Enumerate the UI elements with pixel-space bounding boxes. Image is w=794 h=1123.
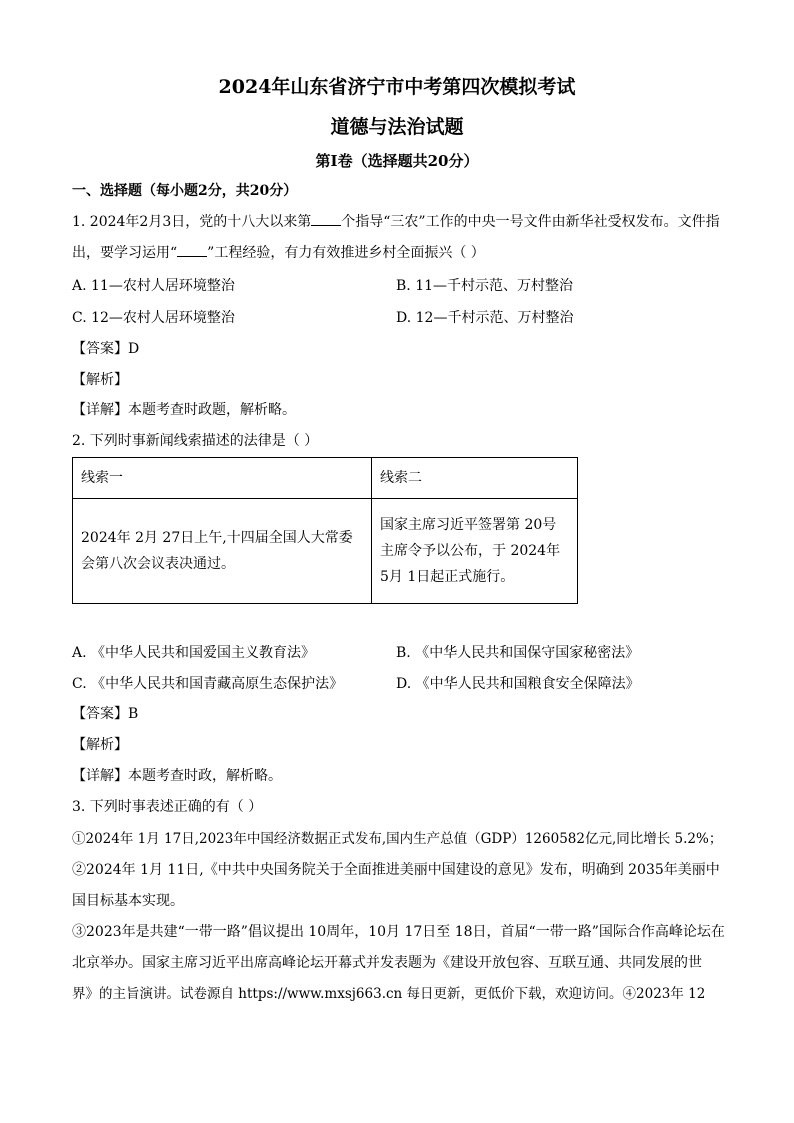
q3-statement-3-line3: 界》的主旨演讲。试卷源自 https://www.mxsj663.cn 每日更新，更低价下载，欢迎访问。④2023年 12 bbox=[72, 986, 706, 1002]
part-title: 第I卷（选择题共20分） bbox=[315, 152, 479, 170]
q2-detail: 【详解】本题考查时政，解析略。 bbox=[72, 768, 282, 784]
q3-statement-3-line2: 北京举办。国家主席习近平出席高峰论坛开幕式并发表题为《建设开放包容、互联互通、共同发展的世 bbox=[72, 955, 702, 971]
exam-title: 2024年山东省济宁市中考第四次模拟考试 bbox=[218, 76, 576, 98]
q3-stem: 3. 下列时事表述正确的有（ ） bbox=[72, 799, 263, 815]
section-heading: 一、选择题（每小题2分，共20分） bbox=[72, 183, 298, 199]
q2-option-a: A. 《中华人民共和国爱国主义教育法》 bbox=[72, 645, 316, 661]
q2-analysis: 【解析】 bbox=[72, 737, 128, 753]
q3-statement-1: ①2024年 1月 17日,2023年中国经济数据正式发布,国内生产总值（GDP）1260582亿元,同比增长 5.2%； bbox=[72, 831, 723, 847]
q1-blank-2 bbox=[177, 244, 207, 257]
q2-option-d: D. 《中华人民共和国粮食安全保障法》 bbox=[396, 676, 640, 692]
q2-table-head-1: 线索一 bbox=[73, 458, 372, 499]
q2-option-b: B. 《中华人民共和国保守国家秘密法》 bbox=[396, 645, 640, 661]
q1-detail: 【详解】本题考查时政题，解析略。 bbox=[72, 402, 296, 418]
q1-blank-1 bbox=[311, 213, 341, 226]
q2-table-head-2: 线索二 bbox=[372, 458, 578, 499]
q1-stem-part3: 出，要学习运用“ bbox=[72, 245, 178, 261]
q1-option-a: A. 11—农村人居环境整治 bbox=[72, 278, 235, 294]
q1-answer: 【答案】D bbox=[72, 341, 140, 357]
q2-clue-table bbox=[72, 457, 578, 604]
q1-stem-line1 bbox=[72, 212, 720, 232]
q3-statement-3-line1: ③2023年是共建“一带一路”倡议提出 10周年，10月 17日至 18日，首届“一带一路”国际合作高峰论坛在 bbox=[72, 924, 725, 940]
q1-option-b: B. 11—千村示范、万村整治 bbox=[396, 278, 574, 294]
q3-statement-2-line1: ②2024年 1月 11日,《中共中央国务院关于全面推进美丽中国建设的意见》发布，明确到 2035年美丽中 bbox=[72, 862, 720, 878]
q1-stem-part4: ”工程经验，有力有效推进乡村全面振兴（ ） bbox=[207, 245, 485, 261]
q2-table-cell-2: 国家主席习近平签署第 20号主席令予以公布，于 2024年 5月 1日起正式施行。 bbox=[372, 499, 578, 604]
q1-option-d: D. 12—千村示范、万村整治 bbox=[396, 310, 574, 326]
q2-stem: 2. 下列时事新闻线索描述的法律是（ ） bbox=[72, 433, 319, 449]
q1-analysis: 【解析】 bbox=[72, 372, 128, 388]
q1-stem-line2 bbox=[72, 243, 485, 263]
q2-answer: 【答案】B bbox=[72, 706, 139, 722]
q3-statement-2-line2: 国目标基本实现。 bbox=[72, 893, 184, 909]
q1-stem-part1: 1. 2024年2月3日，党的十八大以来第 bbox=[72, 214, 312, 230]
q1-stem-part2: 个指导“三农”工作的中央一号文件由新华社受权发布。文件指 bbox=[341, 214, 720, 230]
q2-table-cell-1: 2024年 2月 27日上午,十四届全国人大常委会第八次会议表决通过。 bbox=[73, 499, 372, 604]
q2-option-c: C. 《中华人民共和国青藏高原生态保护法》 bbox=[72, 676, 344, 692]
q1-option-c: C. 12—农村人居环境整治 bbox=[72, 310, 235, 326]
subject-title: 道德与法治试题 bbox=[330, 116, 464, 138]
